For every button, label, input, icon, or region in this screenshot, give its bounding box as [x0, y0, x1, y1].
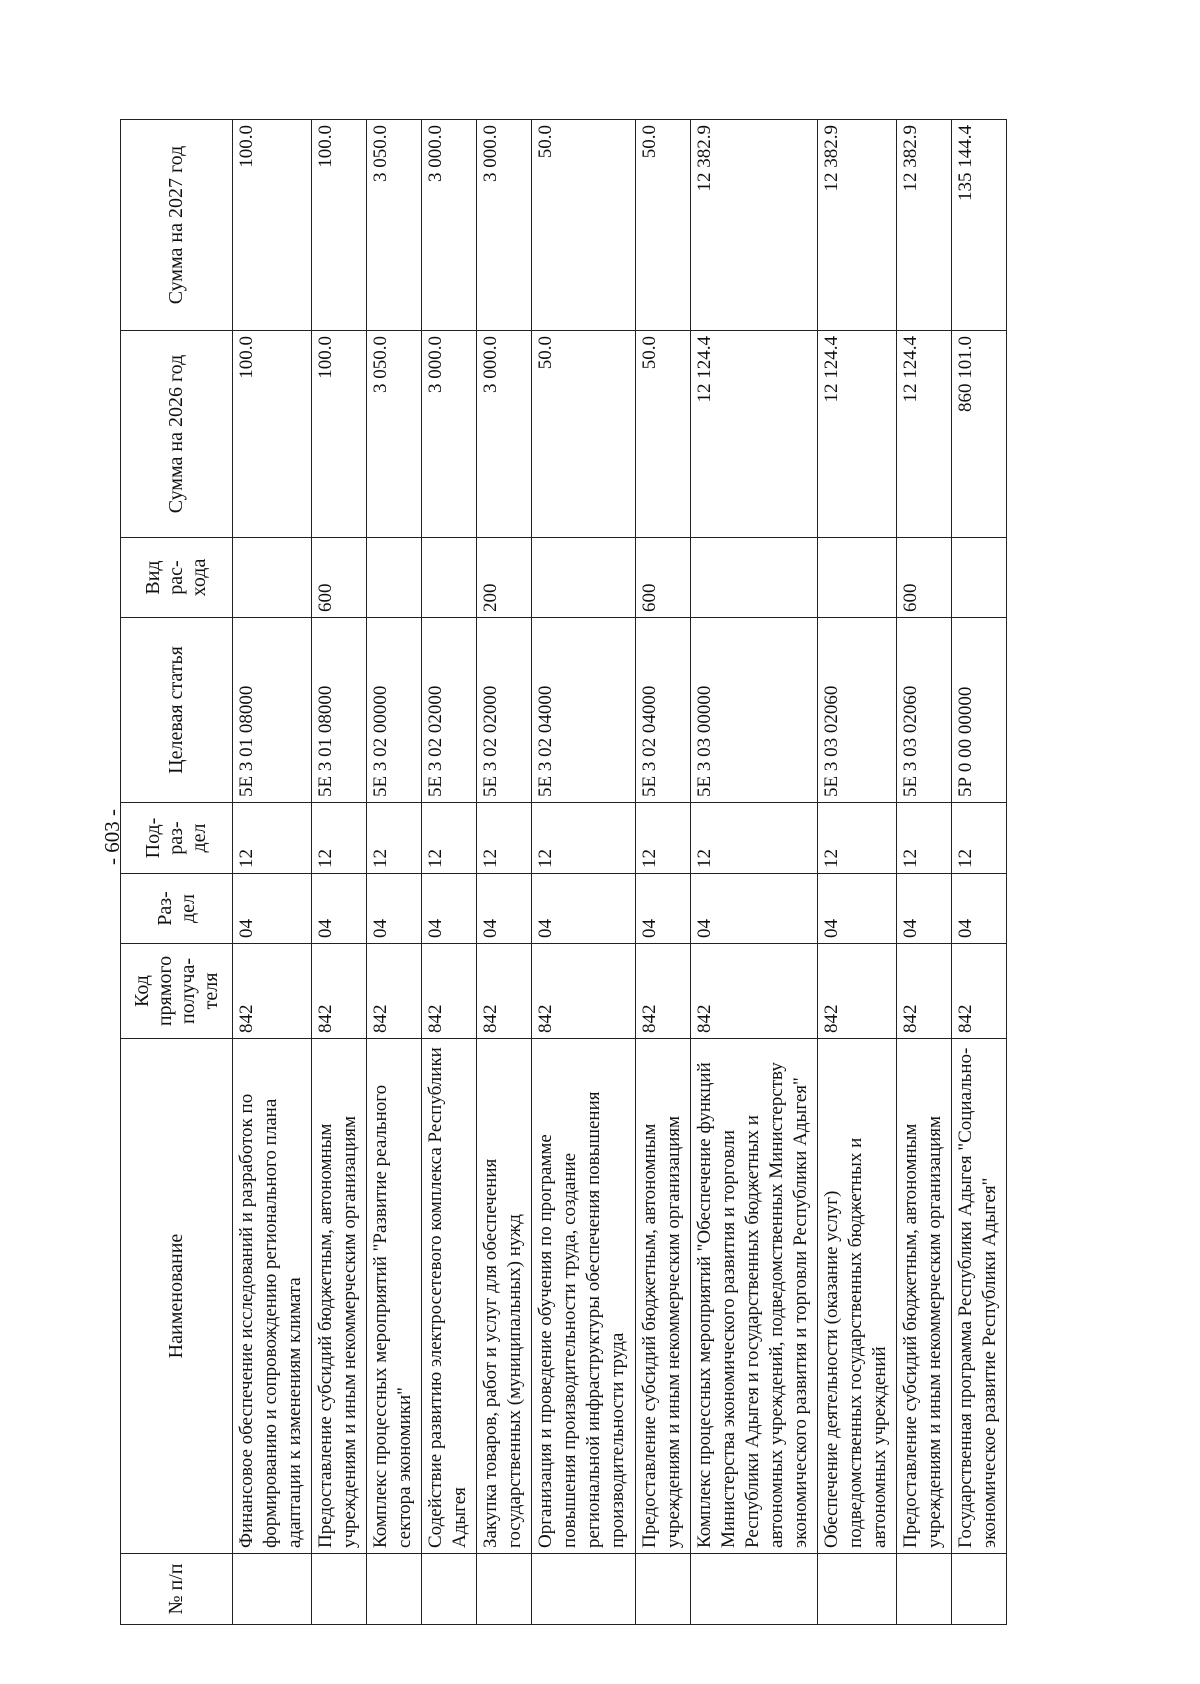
cell-recipient-code: 842: [636, 944, 691, 1039]
table-row: [532, 120, 636, 1625]
cell-sum-2026: 3 000.0: [422, 331, 477, 538]
table-row: [367, 120, 422, 1625]
cell-target-article: 5Е 3 02 02000: [422, 618, 477, 803]
cell-section: 04: [477, 874, 532, 944]
cell-section: 04: [636, 874, 691, 944]
cell-name: Государственная программа Республики Адыгея "Социально-экономическое развитие Республики Адыгея": [952, 1039, 1007, 1554]
cell-subsection: 12: [897, 803, 952, 874]
header-name: Наименование: [121, 1039, 233, 1554]
cell-recipient-code: 842: [367, 944, 422, 1039]
cell-target-article: 5Е 3 03 02060: [818, 618, 897, 803]
table-row: [233, 120, 312, 1625]
cell-target-article: 5Е 3 02 00000: [367, 618, 422, 803]
header-num: № п/п: [121, 1554, 233, 1625]
cell-expense-type: [532, 538, 636, 618]
cell-sum-2027: 3 000.0: [477, 120, 532, 331]
cell-recipient-code: 842: [312, 944, 367, 1039]
cell-num: [477, 1554, 532, 1625]
cell-sum-2027: 100.0: [233, 120, 312, 331]
cell-subsection: 12: [312, 803, 367, 874]
cell-name: Обеспечение деятельности (оказание услуг) подведомственных государственных бюджетных и автономных учреждений: [818, 1039, 897, 1554]
header-sum-2026: Сумма на 2026 год: [121, 331, 233, 538]
cell-subsection: 12: [818, 803, 897, 874]
cell-section: 04: [532, 874, 636, 944]
cell-num: [532, 1554, 636, 1625]
cell-section: 04: [367, 874, 422, 944]
cell-section: 04: [233, 874, 312, 944]
cell-num: [897, 1554, 952, 1625]
cell-recipient-code: 842: [532, 944, 636, 1039]
cell-num: [312, 1554, 367, 1625]
cell-subsection: 12: [367, 803, 422, 874]
table-row: [477, 120, 532, 1625]
cell-recipient-code: 842: [422, 944, 477, 1039]
cell-target-article: 5Е 3 03 02060: [897, 618, 952, 803]
table-row: [897, 120, 952, 1625]
cell-name: Комплекс процессных мероприятий "Обеспечение функций Министерства экономического развития и торговли Республики Адыгея и государственных бюджетных и автономных учреждений, подведомственных Министерству экономического развития и торговли Республики Адыгея": [691, 1039, 818, 1554]
cell-expense-type: [818, 538, 897, 618]
cell-num: [422, 1554, 477, 1625]
cell-name: Предоставление субсидий бюджетным, автономным учреждениям и иным некоммерческим организациям: [897, 1039, 952, 1554]
cell-target-article: 5Е 3 03 00000: [691, 618, 818, 803]
cell-name: Закупка товаров, работ и услуг для обеспечения государственных (муниципальных) нужд: [477, 1039, 532, 1554]
cell-target-article: 5Е 3 01 08000: [233, 618, 312, 803]
cell-expense-type: [233, 538, 312, 618]
cell-sum-2026: 12 124.4: [691, 331, 818, 538]
cell-name: Организация и проведение обучения по программе повышения производительности труда, создание региональной инфраструктуры обеспечения повышения производительности труда: [532, 1039, 636, 1554]
cell-name: Содействие развитию электросетевого комплекса Республики Адыгея: [422, 1039, 477, 1554]
cell-num: [233, 1554, 312, 1625]
cell-sum-2027: 50.0: [532, 120, 636, 331]
cell-sum-2026: 860 101.0: [952, 331, 1007, 538]
cell-section: 04: [897, 874, 952, 944]
cell-target-article: 5Е 3 01 08000: [312, 618, 367, 803]
cell-recipient-code: 842: [233, 944, 312, 1039]
header-target-article: Целевая статья: [121, 618, 233, 803]
header-recipient-code: Код прямого получа-теля: [121, 944, 233, 1039]
cell-num: [636, 1554, 691, 1625]
budget-table-page: [120, 120, 1045, 1625]
cell-target-article: 5Е 3 02 04000: [636, 618, 691, 803]
table-row: [312, 120, 367, 1625]
cell-sum-2026: 12 124.4: [897, 331, 952, 538]
cell-sum-2026: 3 000.0: [477, 331, 532, 538]
table-row: [952, 120, 1007, 1625]
page-number: - 603 -: [100, 809, 124, 865]
cell-section: 04: [312, 874, 367, 944]
cell-name: Предоставление субсидий бюджетным, автономным учреждениям и иным некоммерческим организациям: [636, 1039, 691, 1554]
cell-sum-2026: 50.0: [636, 331, 691, 538]
cell-num: [691, 1554, 818, 1625]
budget-table: [120, 119, 1007, 1625]
cell-recipient-code: 842: [691, 944, 818, 1039]
cell-expense-type: 600: [636, 538, 691, 618]
cell-sum-2027: 12 382.9: [897, 120, 952, 331]
cell-subsection: 12: [477, 803, 532, 874]
cell-subsection: 12: [532, 803, 636, 874]
cell-num: [367, 1554, 422, 1625]
header-sum-2027: Сумма на 2027 год: [121, 120, 233, 331]
cell-sum-2026: 3 050.0: [367, 331, 422, 538]
cell-sum-2026: 100.0: [233, 331, 312, 538]
cell-sum-2027: 12 382.9: [691, 120, 818, 331]
cell-expense-type: [422, 538, 477, 618]
header-expense-type: Вид рас-хода: [121, 538, 233, 618]
cell-expense-type: [367, 538, 422, 618]
cell-num: [952, 1554, 1007, 1625]
cell-recipient-code: 842: [897, 944, 952, 1039]
cell-section: 04: [422, 874, 477, 944]
cell-name: Комплекс процессных мероприятий "Развитие реального сектора экономики": [367, 1039, 422, 1554]
cell-sum-2027: 12 382.9: [818, 120, 897, 331]
cell-section: 04: [691, 874, 818, 944]
cell-subsection: 12: [233, 803, 312, 874]
table-row: [422, 120, 477, 1625]
table-row: [818, 120, 897, 1625]
cell-sum-2027: 50.0: [636, 120, 691, 331]
cell-sum-2027: 100.0: [312, 120, 367, 331]
cell-name: Финансовое обеспечение исследований и разработок по формированию и сопровождению регионального плана адаптации к изменениям климата: [233, 1039, 312, 1554]
cell-expense-type: 600: [897, 538, 952, 618]
cell-subsection: 12: [691, 803, 818, 874]
cell-expense-type: 600: [312, 538, 367, 618]
cell-sum-2027: 3 000.0: [422, 120, 477, 331]
cell-expense-type: 200: [477, 538, 532, 618]
cell-sum-2026: 100.0: [312, 331, 367, 538]
table-row: [691, 120, 818, 1625]
cell-target-article: 5Р 0 00 00000: [952, 618, 1007, 803]
cell-sum-2027: 135 144.4: [952, 120, 1007, 331]
cell-sum-2026: 50.0: [532, 331, 636, 538]
cell-section: 04: [818, 874, 897, 944]
header-subsection: Под-раз-дел: [121, 803, 233, 874]
cell-expense-type: [952, 538, 1007, 618]
cell-recipient-code: 842: [952, 944, 1007, 1039]
cell-subsection: 12: [636, 803, 691, 874]
table-row: [636, 120, 691, 1625]
cell-recipient-code: 842: [477, 944, 532, 1039]
cell-target-article: 5Е 3 02 04000: [532, 618, 636, 803]
cell-subsection: 12: [422, 803, 477, 874]
cell-name: Предоставление субсидий бюджетным, автономным учреждениям и иным некоммерческим организациям: [312, 1039, 367, 1554]
cell-recipient-code: 842: [818, 944, 897, 1039]
cell-section: 04: [952, 874, 1007, 944]
cell-subsection: 12: [952, 803, 1007, 874]
cell-expense-type: [691, 538, 818, 618]
cell-target-article: 5Е 3 02 02000: [477, 618, 532, 803]
header-section: Раз-дел: [121, 874, 233, 944]
table-header-row: [121, 120, 233, 1625]
cell-sum-2026: 12 124.4: [818, 331, 897, 538]
cell-num: [818, 1554, 897, 1625]
cell-sum-2027: 3 050.0: [367, 120, 422, 331]
